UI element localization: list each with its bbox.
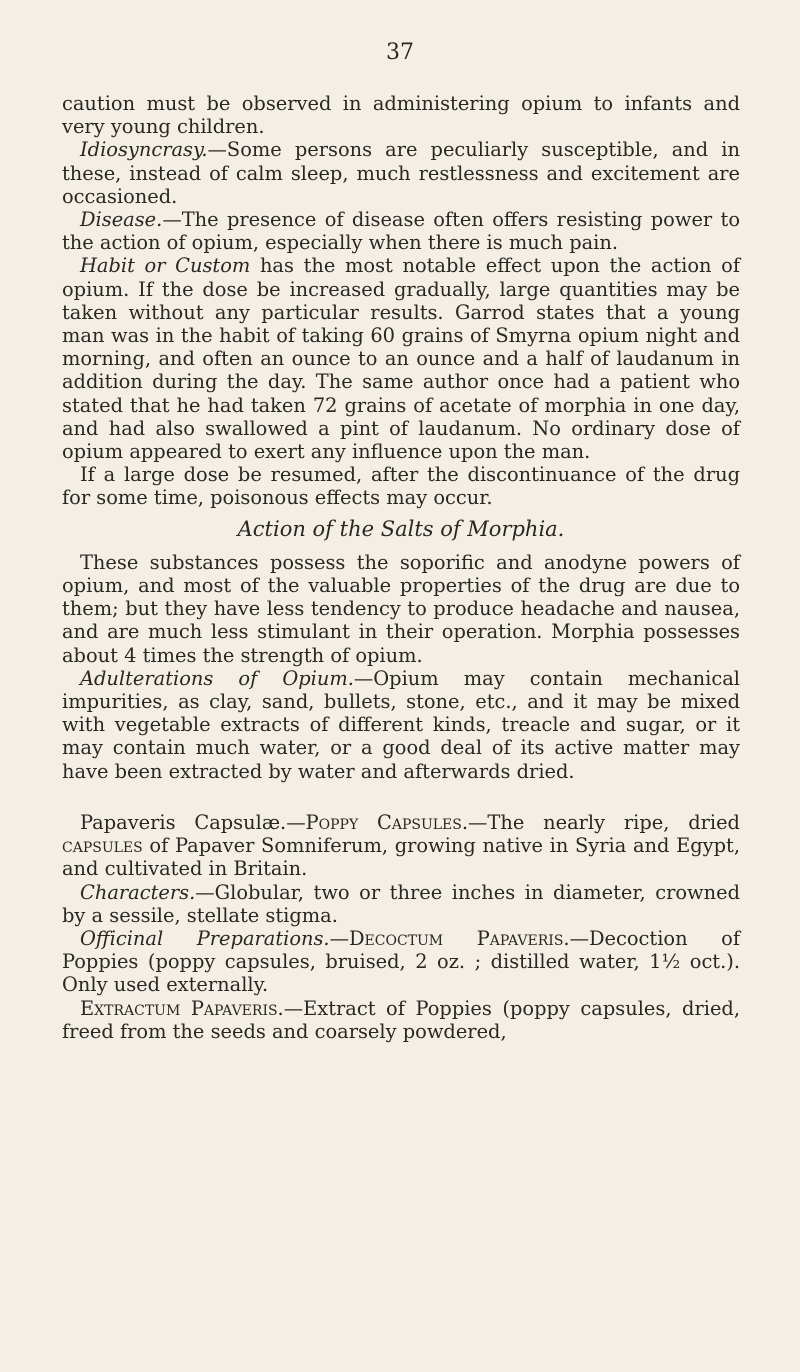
run-in-heading: Idiosyncrasy.	[80, 138, 208, 162]
paragraph: If a large dose be resumed, after the discontinuance of the drug for some time, poisonous effects may occur.	[62, 463, 740, 510]
paragraph: Extractum Papaveris.—Extract of Poppies (poppy capsules, dried, freed from the seeds and coarsely powdered,	[62, 996, 740, 1043]
paragraph: Adulterations of Opium.—Opium may contain mechanical impurities, as clay, sand, bullets, stone, etc., and it may be mixed with vegetable extracts of different kinds, treacle and sugar, or it may contain much water, or a good deal of its active matter may have been extracted by water and afterwards dried.	[62, 666, 740, 783]
paragraph: Characters.—Globular, two or three inches in diameter, crowned by a sessile, stellate stigma.	[62, 880, 740, 927]
run-in-heading: Characters.	[80, 880, 196, 904]
run-in-heading: Habit or Custom	[80, 254, 251, 278]
paragraph: Habit or Custom has the most notable effect upon the action of opium. If the dose be increased gradually, large quantities may be taken without any particular results. Garrod states that a young man was in the habit of taking 60 grains of Smyrna opium night and morning, and often an ounce to an ounce and a half of laudanum in addition during the day. The same author once had a patient who stated that he had taken 72 grains of acetate of morphia in one day, and had also swallowed a pint of laudanum. No ordinary dose of opium appeared to exert any influence upon the man.	[62, 254, 741, 464]
paragraph: These substances possess the soporific and anodyne powers of opium, and most of the valuable properties of the drug are due to them; but they have less tendency to produce headache and nausea, and are much less stimulant in their operation. Morphia possesses about 4 times the strength of opium.	[62, 550, 740, 667]
run-in-heading: Adulterations of Opium.	[80, 666, 354, 690]
paragraph: Disease.—The presence of disease often offers resisting power to the action of opium, especially when there is much pain.	[62, 208, 740, 255]
body-text	[62, 92, 740, 1043]
paragraph: Officinal Preparations.—Decoctum Papaveris.—Decoction of Poppies (poppy capsules, bruised, 2 oz. ; distilled water, 1½ oct.). Only used externally.	[62, 926, 740, 997]
section-heading: Action of the Salts of Morphia.	[237, 516, 565, 541]
section-gap	[62, 783, 740, 811]
run-in-heading: Disease.	[80, 208, 163, 232]
run-in-heading: Officinal Preparations.	[80, 926, 330, 950]
paragraph: caution must be observed in administering opium to infants and very young children.	[62, 92, 740, 139]
paragraph: Idiosyncrasy.—Some persons are peculiarly susceptible, and in these, instead of calm sleep, much restlessness and excitement are occasioned.	[62, 138, 740, 208]
page-number: 37	[386, 40, 414, 65]
paragraph: Papaveris Capsulæ.—Poppy Capsules.—The nearly ripe, dried capsules of Papaver Somniferum, growing native in Syria and Egypt, and cultivated in Britain.	[62, 810, 740, 881]
